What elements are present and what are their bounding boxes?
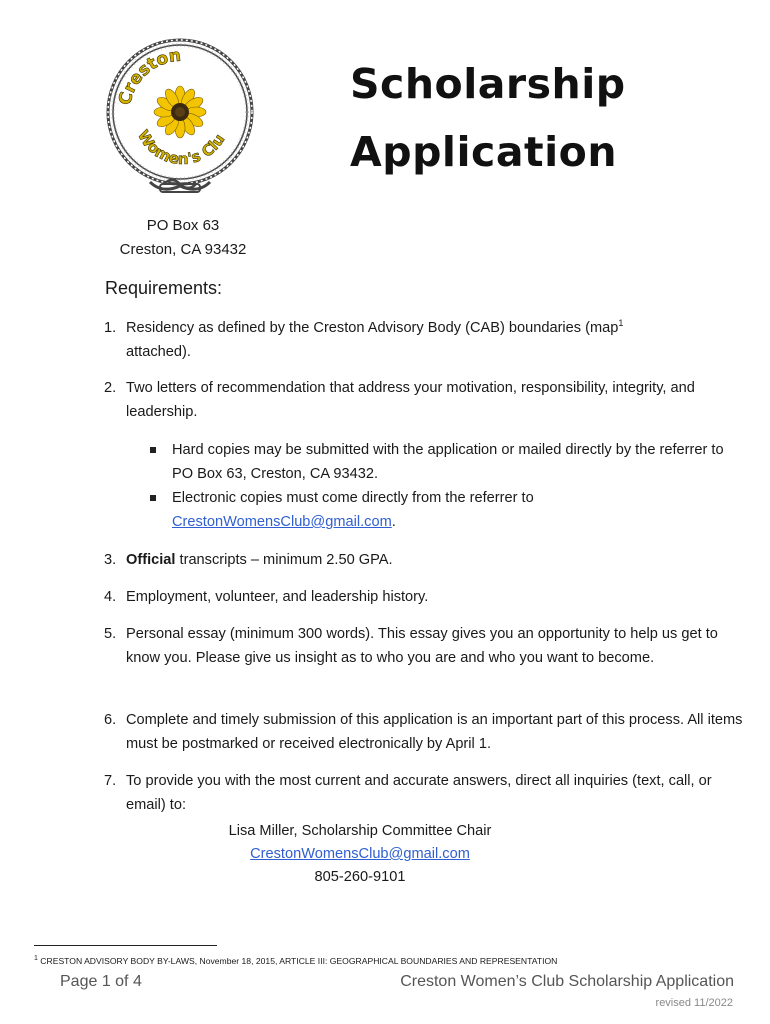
title-line-2: Application: [350, 128, 618, 176]
bullet-item: [150, 486, 730, 534]
sunflower-rope-emblem: [102, 34, 258, 200]
item-number: 1.: [104, 320, 117, 336]
footnote-ref[interactable]: 1: [618, 318, 624, 329]
logo-text-bottom: Women's Clu: [133, 126, 229, 169]
item-number: 2.: [104, 380, 117, 396]
bullet-text-main: Electronic copies must come directly from the referrer to: [172, 490, 534, 506]
footer-title: Creston Women’s Club Scholarship Application: [400, 973, 734, 990]
contact-name: Lisa Miller, Scholarship Committee Chair: [228, 823, 492, 839]
page-number: Page 1 of 4: [60, 973, 142, 990]
requirement-item: [104, 376, 744, 424]
title-line-1: Scholarship: [350, 60, 626, 108]
item-text: Two letters of recommendation that address your motivation, responsibility, integrity, and leadership.: [126, 380, 695, 420]
item-number: 4.: [104, 589, 117, 605]
footnote: [34, 956, 557, 966]
email-link[interactable]: CrestonWomensClub@gmail.com: [172, 514, 392, 530]
club-logo: [102, 34, 258, 200]
requirement-item: [104, 769, 744, 817]
requirement-item: [104, 622, 744, 670]
item-text: Complete and timely submission of this application is an important part of this process. All items must be postmarked or received electronically by April 1.: [126, 712, 743, 752]
requirement-item: [104, 316, 744, 364]
item-text: [126, 548, 744, 572]
contact-email-link[interactable]: CrestonWomensClub@gmail.com: [250, 846, 470, 862]
page-title: [350, 50, 650, 186]
item-text-after: attached).: [126, 344, 191, 360]
square-bullet-icon: [150, 447, 156, 453]
item-bold: Official: [126, 552, 176, 568]
item-text: Personal essay (minimum 300 words). This essay gives you an opportunity to help us get to know you. Please give us insight as to who you are and who you want to become.: [126, 626, 718, 666]
contact-phone: 805-260-9101: [314, 869, 406, 885]
requirements-heading: Requirements:: [105, 278, 223, 298]
contact-block: [150, 820, 570, 889]
mailing-address: [108, 214, 258, 262]
item-number: 7.: [104, 773, 117, 789]
footnote-text: CRESTON ADVISORY BODY BY-LAWS, November 18, 2015, ARTICLE III: GEOGRAPHICAL BOUNDARIES AND REPRESENTATION: [40, 956, 558, 966]
footnote-divider: [34, 945, 217, 946]
bullet-text: Hard copies may be submitted with the application or mailed directly by the referrer to PO Box 63, Creston, CA 93432.: [172, 442, 724, 482]
item-text: To provide you with the most current and accurate answers, direct all inquiries (text, call, or email) to:: [126, 773, 712, 813]
requirement-item: [104, 708, 744, 756]
bullet-text: [172, 486, 730, 534]
item-text: Employment, volunteer, and leadership history.: [126, 589, 429, 605]
item-number: 5.: [104, 626, 117, 642]
address-line-2: Creston, CA 93432: [119, 241, 247, 258]
bullet-text-after: .: [391, 514, 396, 530]
requirement-item: [104, 585, 744, 609]
item-text: [126, 316, 744, 364]
sunflower-icon: [154, 86, 206, 138]
item-number: 3.: [104, 552, 117, 568]
revision-date: revised 11/2022: [655, 997, 733, 1009]
item-number: 6.: [104, 712, 117, 728]
square-bullet-icon: [150, 495, 156, 501]
footnote-marker: 1: [34, 955, 38, 963]
address-line-1: PO Box 63: [146, 217, 220, 234]
requirement-item: [104, 548, 744, 572]
item-text-main: transcripts – minimum 2.50 GPA.: [175, 552, 393, 568]
logo-text-top: Creston: [115, 45, 182, 108]
bullet-item: [150, 438, 730, 486]
item-text-main: Residency as defined by the Creston Advisory Body (CAB) boundaries (map: [126, 320, 619, 336]
